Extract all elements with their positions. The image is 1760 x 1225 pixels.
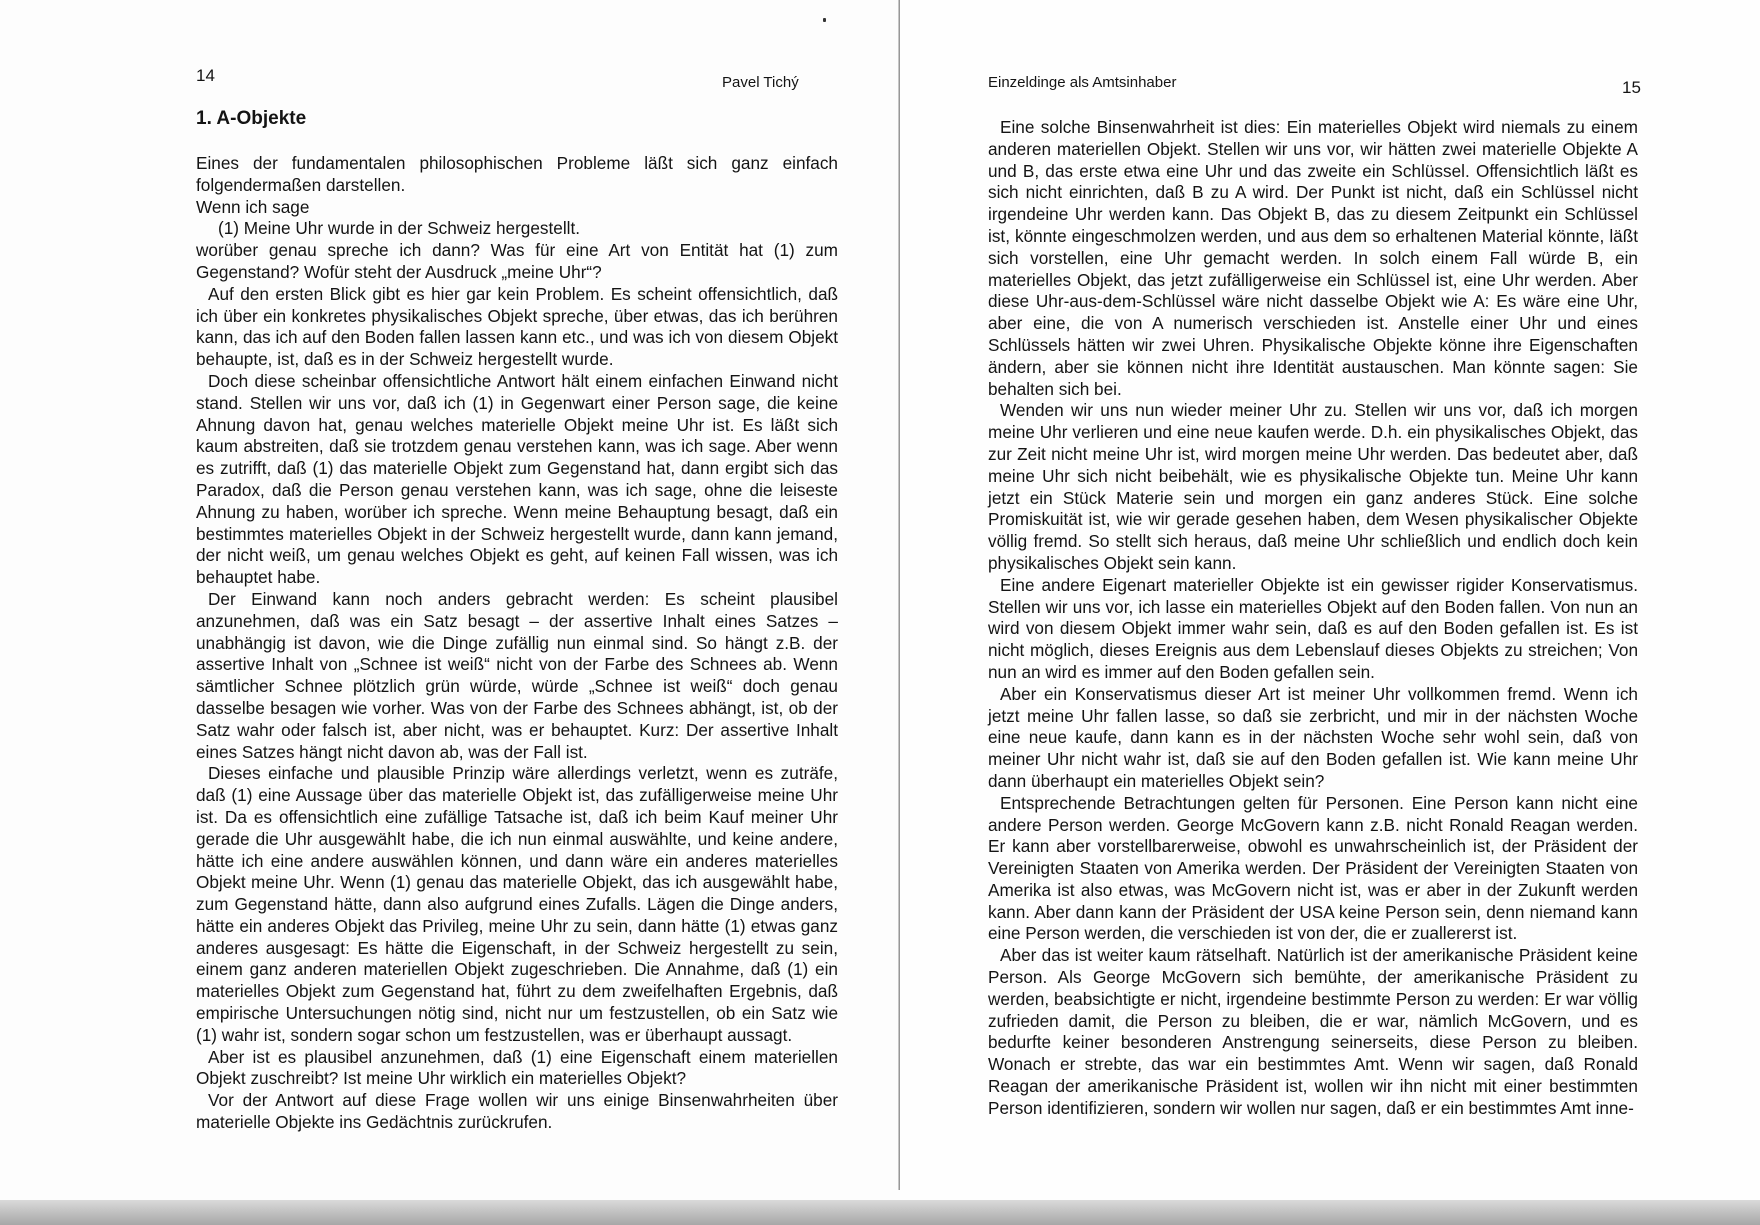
- paragraph: Entsprechende Betrachtungen gelten für Personen. Eine Person kann nicht eine andere Person werden. George McGovern kann z.B. nicht Ronald Reagan werden. Er kann aber vorstellbarerweise, obwohl es unwahrscheinlich ist, der Präsident der Vereinigten Staaten von Amerika werden. Der Präsident der Vereinigten Staaten von Amerika ist also etwas, was McGovern nicht ist, was er aber in der Zukunft werden kann. Aber dann kann der Präsident der USA keine Person sein, denn niemand kann eine Person werden, die verschieden ist von der, die er zuallererst ist.: [988, 792, 1638, 944]
- scanner-edge: [0, 1200, 1760, 1225]
- paragraph: Aber ist es plausibel anzunehmen, daß (1) eine Eigenschaft einem materiellen Objekt zuschreibt? Ist meine Uhr wirklich ein materielles Objekt?: [196, 1046, 838, 1089]
- example-sentence: (1) Meine Uhr wurde in der Schweiz hergestellt.: [218, 218, 581, 239]
- right-page: [900, 0, 1760, 1225]
- paragraph: Der Einwand kann noch anders gebracht werden: Es scheint plausibel anzunehmen, daß was ein Satz besagt – der assertive Inhalt eines Satzes – unabhängig ist davon, wie die Dinge zufällig nun einmal sind. So hängt z.B. der assertive Inhalt von „Schnee ist weiß“ nicht von der Farbe des Schnees ab. Wenn sämtlicher Schnee plötzlich grün würde, würde „Schnee ist weiß“ doch genau dasselbe besagen wie vorher. Was von der Farbe des Schnees abhängt, ist, ob der Satz wahr oder falsch ist, aber nicht, was er behauptet. Kurz: Der assertive Inhalt eines Satzes hängt nicht davon ab, was der Fall ist.: [196, 588, 838, 762]
- paragraph: Aber das ist weiter kaum rätselhaft. Natürlich ist der amerikanische Präsident keine Person. Als George McGovern sich bemühte, der amerikanische Präsident zu werden, beabsichtigte er nicht, irgendeine bestimmte Person zu werden: Er war völlig zufrieden damit, die Person zu bleiben, die er war, nämlich McGovern, und es bedurfte keiner besonderen Anstrengung seinerseits, diese Person zu bleiben. Wonach er strebte, das war ein bestimmtes Amt. Wenn wir sagen, daß Ronald Reagan der amerikanische Präsident ist, wollen wir ihn nicht mit einer bestimmten Person identifizieren, sondern wir wollen nur sagen, daß er ein bestimmtes Amt inne-: [988, 945, 1638, 1118]
- paragraph: Eines der fundamentalen philosophischen Probleme läßt sich ganz einfach folgendermaßen darstellen.: [196, 153, 838, 195]
- paragraph: Auf den ersten Blick gibt es hier gar kein Problem. Es scheint offensichtlich, daß ich über ein konkretes physikalisches Objekt spreche, über etwas, das ich berühren kann, das ich auf den Boden fallen lassen kann etc., und was ich von diesem Objekt behaupte, ist, daß es in der Schweiz hergestellt wurde.: [196, 283, 838, 370]
- paragraph: worüber genau spreche ich dann? Was für eine Art von Entität hat (1) zum Gegenstand? Wofür steht der Ausdruck „meine Uhr“?: [196, 240, 838, 282]
- paragraph: Eine solche Binsenwahrheit ist dies: Ein materielles Objekt wird niemals zu einem anderen materiellen Objekt. Stellen wir uns vor, wir hätten zwei materielle Objekte A und B, das erste etwa eine Uhr und das zweite ein Schlüssel. Offensichtlich läßt es sich nicht einrichten, daß B zu A wird. Der Punkt ist nicht, daß ein Schlüssel nicht irgendeine Uhr werden kann. Das Objekt B, das zu diesem Zeitpunkt ein Schlüssel ist, könnte eingeschmolzen werden, und aus dem so erhaltenen Material könnte, läßt sich vorstellen, eine Uhr gemacht werden. In solch einem Fall würde B, ein materielles Objekt, das jetzt zufälligerweise ein Schlüssel ist, eine Uhr werden. Aber diese Uhr-aus-dem-Schlüssel wäre nicht dasselbe Objekt wie A: Es wäre eine Uhr, aber eine, die von A numerisch verschieden ist. Anstelle einer Uhr und eines Schlüssels hätten wir zwei Uhren. Physikalische Objekte könne ihre Eigenschaften ändern, aber sie können nicht ihre Identität austauschen. Man könnte sagen: Sie behalten sich bei.: [988, 117, 1638, 399]
- body-text: [196, 153, 838, 1134]
- body-text: [988, 117, 1638, 1120]
- paragraph: Aber ein Konservatismus dieser Art ist meiner Uhr vollkommen fremd. Wenn ich jetzt meine Uhr fallen lasse, so daß sie zerbricht, und mir in der nächsten Woche eine neue kaufe, dann kann es in der nächsten Woche sehr wohl sein, daß von meiner Uhr nicht wahr ist, daß sie auf den Boden gefallen ist. Wie kann meine Uhr dann überhaupt ein materielles Objekt sein?: [988, 683, 1638, 791]
- running-head: Einzeldinge als Amtsinhaber: [988, 74, 1177, 91]
- paragraph: Eine andere Eigenart materieller Objekte ist ein gewisser rigider Konservatismus. Stellen wir uns vor, ich lasse ein materielles Objekt auf den Boden fallen. Von nun an wird von diesem Objekt immer wahr sein, daß es auf den Boden gefallen ist. Es ist nicht möglich, dieses Ereignis aus dem Lebenslauf dieses Objekts zu streichen; Von nun an wird es immer auf den Boden gefallen sein.: [988, 574, 1638, 682]
- paragraph: Doch diese scheinbar offensichtliche Antwort hält einem einfachen Einwand nicht stand. Stellen wir uns vor, daß ich (1) in Gegenwart einer Person sage, die keine Ahnung davon hat, genau welches materielle Objekt meine Uhr ist. Es läßt sich kaum abstreiten, daß sie trotzdem genau verstehen kann, was ich sage. Aber wenn es zutrifft, daß (1) das materielle Objekt zum Gegenstand hat, dann ergibt sich das Paradox, daß die Person genau verstehen kann, was ich sage, ohne die leiseste Ahnung zu haben, worüber ich spreche. Wenn meine Behauptung besagt, daß ein bestimmtes materielles Objekt in der Schweiz hergestellt wurde, dann kann jemand, der nicht weiß, um genau welches Objekt es geht, auf keinen Fall wissen, was ich behauptet habe.: [196, 370, 838, 588]
- paragraph: Dieses einfache und plausible Prinzip wäre allerdings verletzt, wenn es zuträfe, daß (1) eine Aussage über das materielle Objekt ist, das zufälligerweise meine Uhr ist. Da es offensichtlich eine zufällige Tatsache ist, daß ich beim Kauf meiner Uhr gerade die Uhr ausgewählt habe, die ich nun einmal auswählte, und keine andere, hätte ich eine andere auswählen können, und dann wäre ein anderes materielles Objekt meine Uhr. Wenn (1) genau das materielle Objekt, das ich ausgewählt habe, zum Gegenstand hätte, dann also aufgrund eines Zufalls. Lägen die Dinge anders, hätte ein anderes Objekt das Privileg, meine Uhr zu sein, dann hätte (1) etwas ganz anderes ausgesagt: Es hätte die Eigenschaft, in der Schweiz hergestellt zu sein, einem ganz anderen materiellen Objekt zugeschrieben. Die Annahme, daß (1) ein materielles Objekt zum Gegenstand hat, führt zu dem zweifelhaften Ergebnis, daß empirische Untersuchungen nötig sind, nicht nur um festzustellen, ob ein Satz wie (1) wahr ist, sondern sogar schon um festzustellen, was er überhaupt aussagt.: [196, 763, 838, 1045]
- page-number: 15: [1622, 78, 1641, 97]
- paragraph: Wenden wir uns nun wieder meiner Uhr zu. Stellen wir uns vor, daß ich morgen meine Uhr verlieren und eine neue kaufen werde. D.h. ein physikalisches Objekt, das zur Zeit nicht meine Uhr ist, wird morgen meine Uhr werden. Das bedeutet aber, daß meine Uhr sich nicht beibehält, wie es physikalische Objekte tun. Meine Uhr kann jetzt ein Stück Materie sein und morgen ein ganz anderes Stück. Eine solche Promiskuität ist, wie wir gerade gesehen haben, dem Wesen physikalischer Objekte völlig fremd. So stellt sich heraus, daß meine Uhr schließlich und endlich doch kein physikalisches Objekt sein kann.: [988, 400, 1638, 573]
- section-title: 1. A-Objekte: [196, 108, 307, 129]
- scan-speck: [823, 18, 826, 22]
- running-head: Pavel Tichý: [722, 74, 799, 91]
- paragraph: Wenn ich sage: [196, 196, 310, 217]
- page-number: 14: [196, 66, 215, 85]
- paragraph: Vor der Antwort auf diese Frage wollen wir uns einige Binsenwahrheiten über materielle Objekte ins Gedächtnis zurückrufen.: [196, 1090, 838, 1133]
